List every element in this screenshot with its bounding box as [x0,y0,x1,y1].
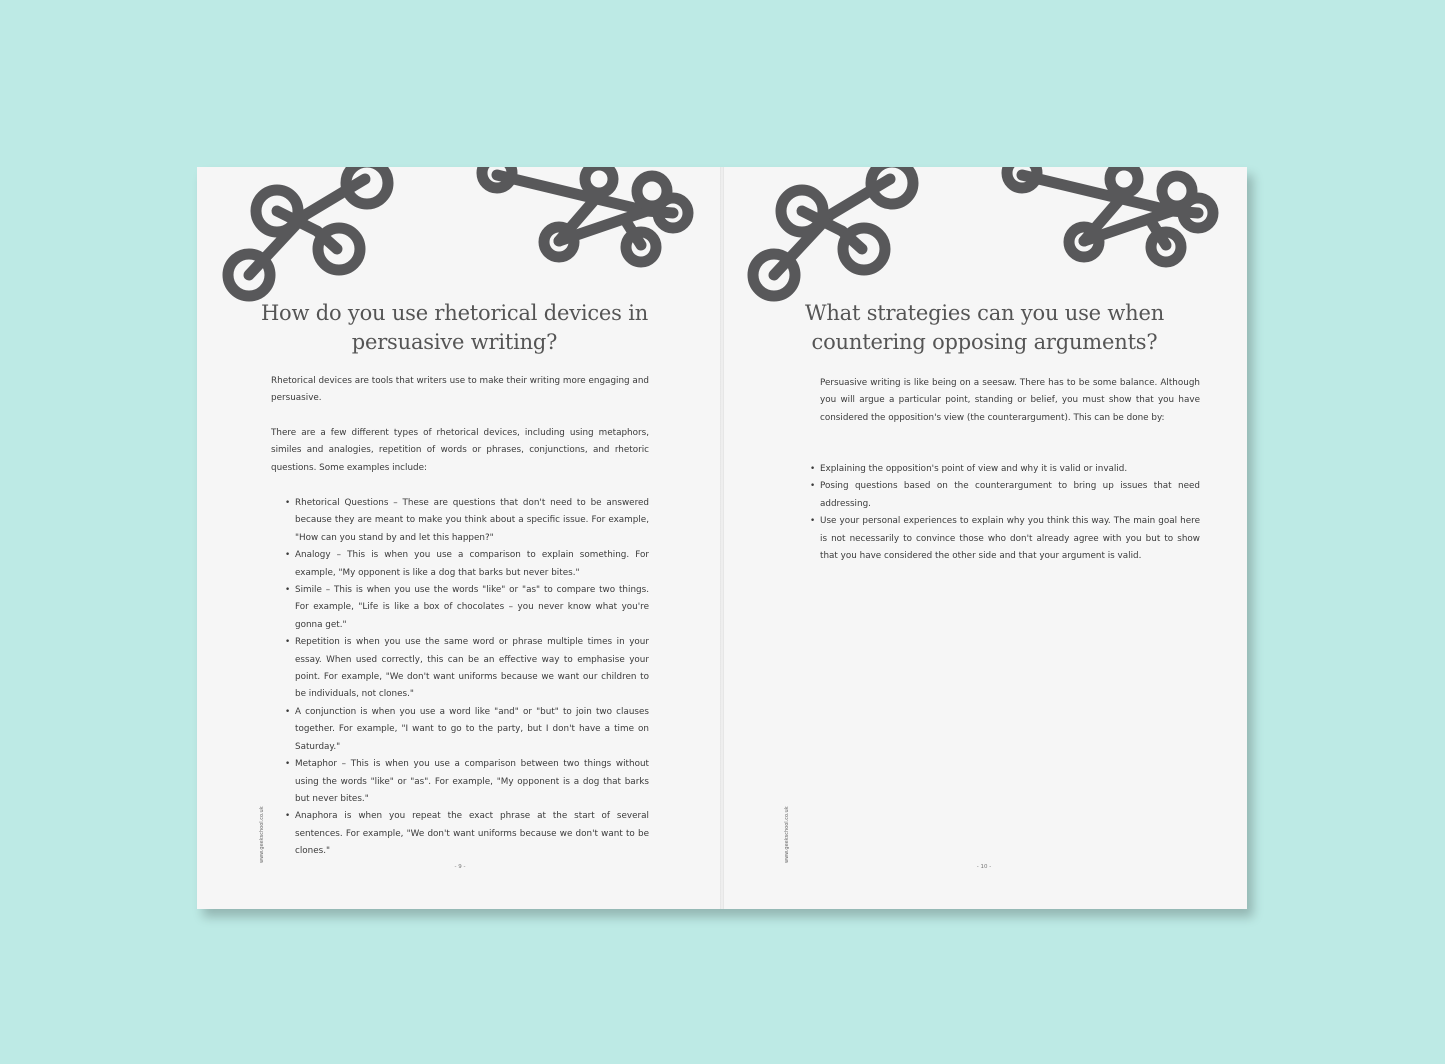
book-gutter [720,167,724,909]
page-number: - 9 - [454,864,466,870]
rhetorical-devices-list [285,495,649,861]
list-item: • Posing questions based on the counterargument to bring up issues that need addressing. [810,478,1200,513]
intro-paragraph: Rhetorical devices are tools that writers use to make their writing more engaging and persuasive. [271,376,649,404]
bullet-icon: • [810,464,816,474]
bullet-icon: • [810,481,816,492]
open-booklet-spread [197,167,1247,909]
list-item: • Rhetorical Questions – These are questions that don't need to be answered because they are meant to make you think about a specific issue. For example, "How can you stand by and let this happen?" [285,495,649,547]
list-item: • Use your personal experiences to explain why you think this way. The main goal here is not necessarily to convince those who don't already agree with you but to show that you have considered the other side and that your argument is valid. [810,513,1200,565]
bullet-icon: • [285,637,291,648]
list-item: • Metaphor – This is when you use a comparison between two things without using the words "like" or "as". For example, "My opponent is a dog that barks but never bites." [285,756,649,808]
molecule-decoration-icon [197,167,722,317]
bullet-icon: • [810,516,816,527]
page-title: How do you use rhetorical devices in persuasive writing? [260,301,649,354]
examples-paragraph: There are a few different types of rhetorical devices, including using metaphors, similes and analogies, repetition of words or phrases, conjunctions, and rhetoric questions. Some examples include: [271,428,649,473]
list-item: • A conjunction is when you use a word like "and" or "but" to join two clauses together. For example, "I want to go to the party, but I don't have a time on Saturday." [285,704,649,756]
intro-paragraph: Persuasive writing is like being on a seesaw. There has to be some balance. Although you will argue a particular point, standing or belief, you must show that you have considered the opposition's view (the counterargument). This can be done by: [820,378,1200,423]
bullet-icon: • [285,811,291,822]
bullet-icon: • [285,706,291,717]
list-item: • Explaining the opposition's point of view and why it is valid or invalid. [810,461,1200,478]
molecule-decoration-icon [722,167,1247,317]
left-page [197,167,722,909]
right-page [722,167,1247,909]
website-url: www.geekschool.co.uk [259,806,265,863]
list-item: • Repetition is when you use the same word or phrase multiple times in your essay. When used correctly, this can be an effective way to emphasise your point. For example, "We don't want uniforms because we want our children to be individuals, not clones." [285,634,649,704]
strategies-list [810,461,1200,565]
bullet-icon: • [285,550,291,561]
page-number: - 10 - [976,864,992,870]
bullet-icon: • [285,759,291,770]
list-item: • Anaphora is when you repeat the exact phrase at the start of several sentences. For example, "We don't want uniforms because we don't want to be clones." [285,808,649,860]
bullet-icon: • [285,498,291,508]
list-item: • Simile – This is when you use the words "like" or "as" to compare two things. For example, "Life is like a box of chocolates – you never know what you're gonna get." [285,582,649,634]
website-url: www.geekschool.co.uk [784,806,790,863]
page-title: What strategies can you use when countering opposing arguments? [804,301,1165,354]
bullet-icon: • [285,585,291,596]
list-item: • Analogy – This is when you use a comparison to explain something. For example, "My opponent is like a dog that barks but never bites." [285,547,649,582]
